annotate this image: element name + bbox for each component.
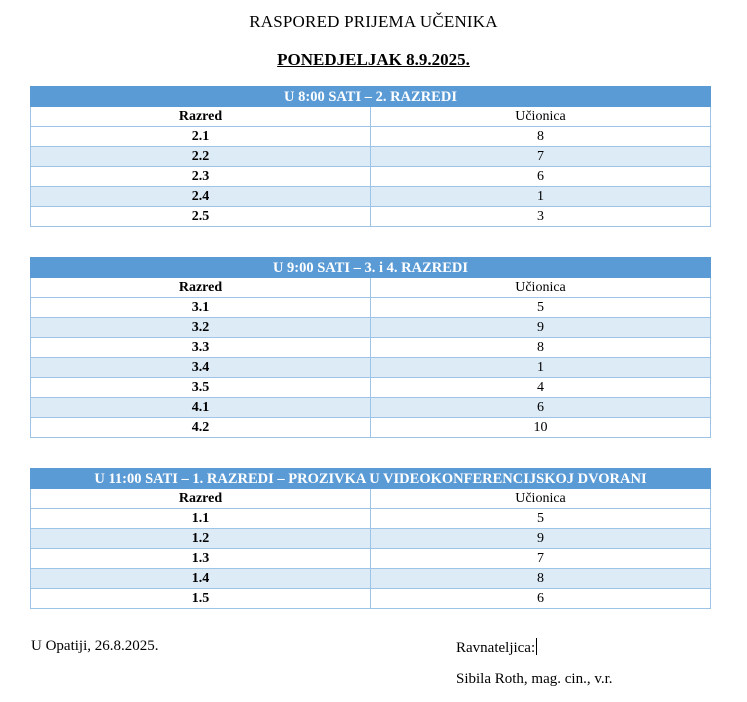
table-row (31, 187, 711, 207)
ucionica-cell: 10 (371, 418, 711, 438)
ucionica-cell: 6 (371, 167, 711, 187)
ucionica-cell: 5 (371, 298, 711, 318)
ucionica-cell: 7 (371, 549, 711, 569)
table-row (31, 569, 711, 589)
ucionica-cell: 3 (371, 207, 711, 227)
table-row (31, 398, 711, 418)
table-row (31, 207, 711, 227)
razred-cell: 2.1 (31, 127, 371, 147)
signer-title-line[interactable] (456, 638, 537, 657)
razred-cell: 4.2 (31, 418, 371, 438)
table-row (31, 147, 711, 167)
razred-cell: 1.4 (31, 569, 371, 589)
table-row (31, 167, 711, 187)
ucionica-cell: 8 (371, 127, 711, 147)
razred-cell: 3.4 (31, 358, 371, 378)
schedule-table-2 (30, 257, 711, 438)
table-row (31, 418, 711, 438)
razred-cell: 3.3 (31, 338, 371, 358)
table-row (31, 529, 711, 549)
table-row (31, 549, 711, 569)
razred-cell: 2.3 (31, 167, 371, 187)
table-row (31, 509, 711, 529)
ucionica-cell: 6 (371, 589, 711, 609)
signer-title: Ravnateljica: (456, 640, 536, 656)
razred-cell: 3.1 (31, 298, 371, 318)
document-subtitle: PONEDJELJAK 8.9.2025. (277, 50, 470, 69)
razred-cell: 2.4 (31, 187, 371, 207)
razred-cell: 3.2 (31, 318, 371, 338)
table-row (31, 338, 711, 358)
column-header-ucionica: Učionica (371, 107, 711, 127)
table-heading: U 11:00 SATI – 1. RAZREDI – PROZIVKA U VIDEOKONFERENCIJSKOJ DVORANI (31, 469, 711, 489)
table-row (31, 298, 711, 318)
schedule-table-3 (30, 468, 711, 609)
place-date: U Opatiji, 26.8.2025. (31, 638, 159, 654)
column-header-ucionica: Učionica (371, 278, 711, 298)
table-row (31, 127, 711, 147)
text-cursor (536, 638, 537, 655)
table-row (31, 378, 711, 398)
table-row (31, 358, 711, 378)
ucionica-cell: 4 (371, 378, 711, 398)
ucionica-cell: 8 (371, 338, 711, 358)
razred-cell: 4.1 (31, 398, 371, 418)
document-title: RASPORED PRIJEMA UČENIKA (249, 12, 498, 31)
razred-cell: 3.5 (31, 378, 371, 398)
signer-name: Sibila Roth, mag. cin., v.r. (456, 671, 613, 687)
razred-cell: 1.1 (31, 509, 371, 529)
table-heading: U 9:00 SATI – 3. i 4. RAZREDI (31, 258, 711, 278)
ucionica-cell: 1 (371, 358, 711, 378)
ucionica-cell: 6 (371, 398, 711, 418)
ucionica-cell: 1 (371, 187, 711, 207)
column-header-razred: Razred (31, 489, 371, 509)
ucionica-cell: 7 (371, 147, 711, 167)
razred-cell: 2.2 (31, 147, 371, 167)
ucionica-cell: 9 (371, 529, 711, 549)
schedule-table-1 (30, 86, 711, 227)
ucionica-cell: 9 (371, 318, 711, 338)
table-row (31, 589, 711, 609)
column-header-razred: Razred (31, 107, 371, 127)
ucionica-cell: 5 (371, 509, 711, 529)
table-row (31, 318, 711, 338)
razred-cell: 1.2 (31, 529, 371, 549)
column-header-ucionica: Učionica (371, 489, 711, 509)
razred-cell: 1.5 (31, 589, 371, 609)
column-header-razred: Razred (31, 278, 371, 298)
razred-cell: 1.3 (31, 549, 371, 569)
razred-cell: 2.5 (31, 207, 371, 227)
table-heading: U 8:00 SATI – 2. RAZREDI (31, 87, 711, 107)
ucionica-cell: 8 (371, 569, 711, 589)
